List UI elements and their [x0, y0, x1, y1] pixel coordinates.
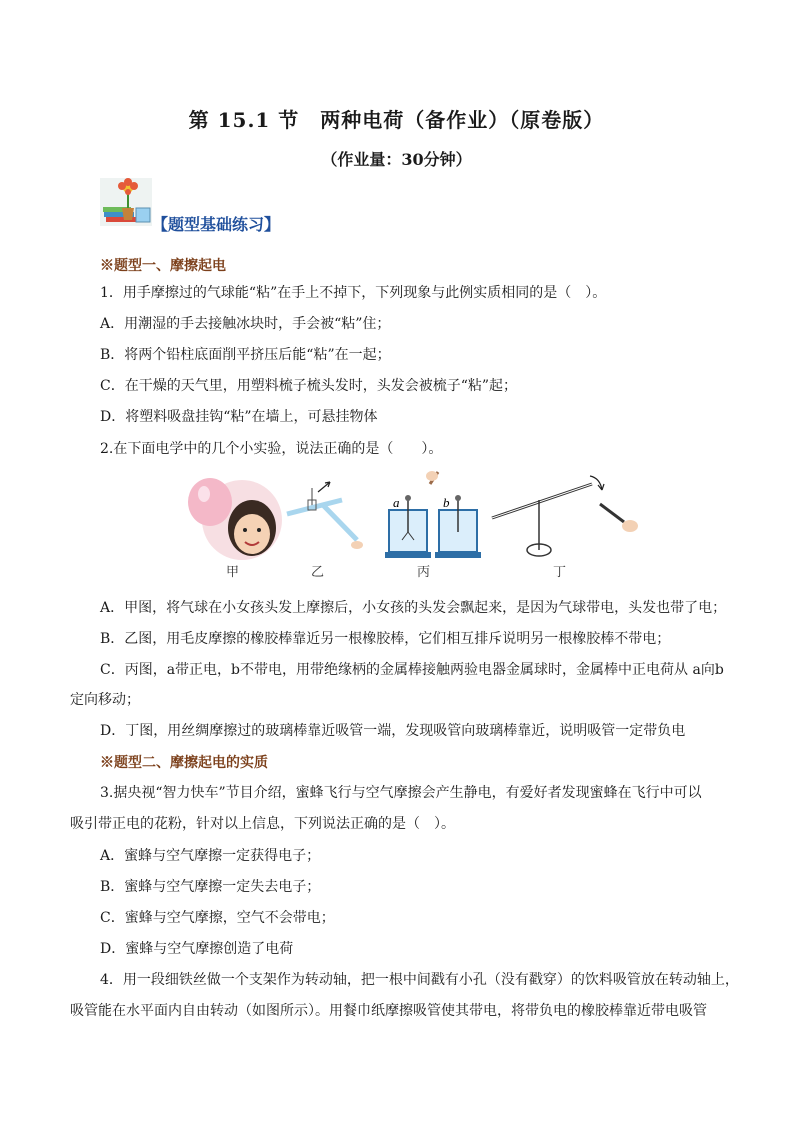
- question-4-stem-line-1: 4．用一段细铁丝做一个支架作为转动轴，把一根中间戳有小孔（没有戳穿）的饮料吸管放在转动轴上，: [100, 972, 739, 988]
- figure-caption-ding: 丁: [553, 565, 567, 580]
- topic-heading-2: ※题型二、摩擦起电的实质: [100, 755, 268, 771]
- question-2-option-c-cont: 定向移动；: [70, 692, 140, 708]
- question-3-option-b: B．蜜蜂与空气摩擦一定失去电子；: [100, 879, 321, 895]
- topic-heading-1: ※题型一、摩擦起电: [100, 258, 226, 274]
- question-2-option-b: B．乙图，用毛皮摩擦的橡胶棒靠近另一根橡胶棒，它们相互排斥说明另一根橡胶棒不带电；: [100, 631, 671, 647]
- section-header: 【题型基础练习】: [152, 215, 281, 234]
- question-3-option-d: D．蜜蜂与空气摩擦创造了电荷: [100, 941, 294, 957]
- question-2-option-a: A．甲图，将气球在小女孩头发上摩擦后，小女孩的头发会飘起来，是因为气球带电，头发也带了电；: [100, 600, 727, 616]
- label-b: b: [443, 495, 450, 510]
- question-4-stem-line-2: 吸管能在水平面内自由转动（如图所示）。用餐巾纸摩擦吸管使其带电，将带负电的橡胶棒靠近带电吸管: [70, 1003, 707, 1019]
- question-1-option-a: A．用潮湿的手去接触冰块时，手会被“粘”住；: [100, 316, 391, 332]
- figure-caption-jia: 甲: [226, 565, 240, 580]
- question-3-stem-line-2: 吸引带正电的花粉，针对以上信息，下列说法正确的是（ ）。: [70, 816, 455, 832]
- page-title: 第 15.1 节 两种电荷（备作业）（原卷版）: [188, 108, 605, 132]
- label-a: a: [393, 495, 400, 510]
- question-2-option-d: D．丁图，用丝绸摩擦过的玻璃棒靠近吸管一端，发现吸管向玻璃棒靠近，说明吸管一定带负电: [100, 723, 686, 739]
- question-3-option-a: A．蜜蜂与空气摩擦一定获得电子；: [100, 848, 321, 864]
- question-1-option-d: D．将塑料吸盘挂钩“粘”在墙上，可悬挂物体: [100, 409, 378, 425]
- question-3-stem-line-1: 3.据央视“智力快车”节目介绍，蜜蜂飞行与空气摩擦会产生静电，有爱好者发现蜜蜂在飞行中可以: [100, 785, 702, 801]
- question-1-option-b: B．将两个铅柱底面削平挤压后能“粘”在一起；: [100, 347, 391, 363]
- figure-caption-bing: 丙: [417, 565, 431, 580]
- question-3-option-c: C．蜜蜂与空气摩擦，空气不会带电；: [100, 910, 335, 926]
- flower-books-icon: [100, 178, 152, 226]
- question-1-option-c: C．在干燥的天气里，用塑料梳子梳头发时，头发会被梳子“粘”起；: [100, 378, 518, 394]
- question-2-option-c: C．丙图，a带正电，b不带电，用带绝缘柄的金属棒接触两验电器金属球时，金属棒中正电荷从 a向b: [100, 662, 724, 678]
- question-1-stem: 1．用手摩擦过的气球能“粘”在手上不掉下，下列现象与此例实质相同的是（ ）。: [100, 285, 607, 301]
- figure-caption-yi: 乙: [311, 565, 325, 580]
- page-subtitle: （作业量：30分钟）: [321, 150, 472, 169]
- question-2-stem: 2.在下面电学中的几个小实验，说法正确的是（ ）。: [100, 441, 443, 457]
